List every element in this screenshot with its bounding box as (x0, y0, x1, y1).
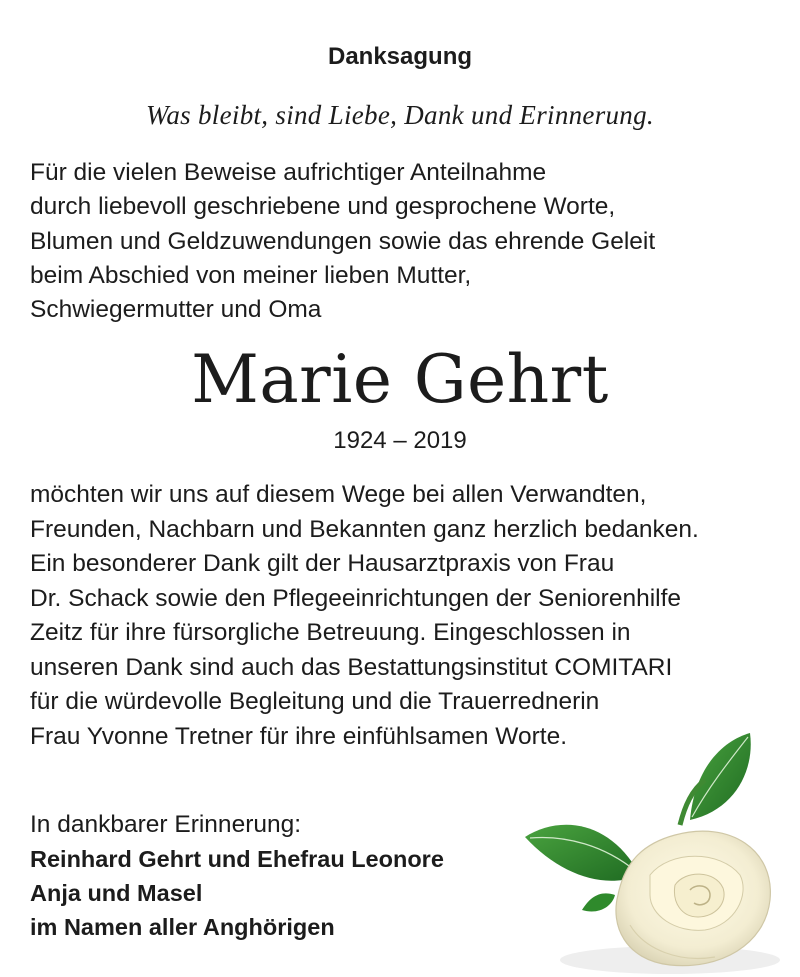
intro-paragraph (30, 156, 790, 327)
signatory: Anja und Masel (30, 880, 203, 906)
notice-heading: Danksagung (327, 43, 473, 70)
thanks-line: für die würdevolle Begleitung und die Trauerrednerin (30, 688, 600, 715)
thanks-line: möchten wir uns auf diesem Wege bei allen Verwandten, (30, 481, 647, 508)
motto: Was bleibt, sind Liebe, Dank und Erinnerung. (146, 100, 654, 130)
deceased-name: Marie Gehrt (191, 341, 609, 418)
white-rose-icon (520, 725, 800, 977)
thanks-line: Ein besonderer Dank gilt der Hausarztpraxis von Frau (30, 550, 615, 577)
thanks-line: Frau Yvonne Tretner für ihre einfühlsamen Worte. (30, 722, 568, 750)
intro-line: Blumen und Geldzuwendungen sowie das ehrende Geleit (30, 227, 656, 255)
thanks-paragraph (30, 478, 790, 754)
signatory: Reinhard Gehrt und Ehefrau Leonore (30, 846, 444, 872)
closing-block (30, 808, 444, 944)
thanks-line: unseren Dank sind auch das Bestattungsinstitut COMITARI (30, 653, 673, 681)
thanks-line: Freunden, Nachbarn und Bekannten ganz herzlich bedanken. (30, 515, 699, 543)
intro-line: beim Abschied von meiner lieben Mutter, (30, 261, 472, 289)
intro-line: Schwiegermutter und Oma (30, 296, 322, 324)
thanks-line: Zeitz für ihre fürsorgliche Betreuung. Eingeschlossen in (30, 619, 631, 646)
closing-intro: In dankbarer Erinnerung: (30, 811, 302, 838)
intro-line: durch liebevoll geschriebene und gesprochene Worte, (30, 193, 616, 221)
signatory: im Namen aller Anghörigen (30, 914, 335, 940)
thanks-line: Dr. Schack sowie den Pflegeeinrichtungen der Seniorenhilfe (30, 584, 682, 612)
life-years: 1924 – 2019 (333, 427, 467, 454)
intro-line: Für die vielen Beweise aufrichtiger Anteilnahme (30, 159, 547, 186)
